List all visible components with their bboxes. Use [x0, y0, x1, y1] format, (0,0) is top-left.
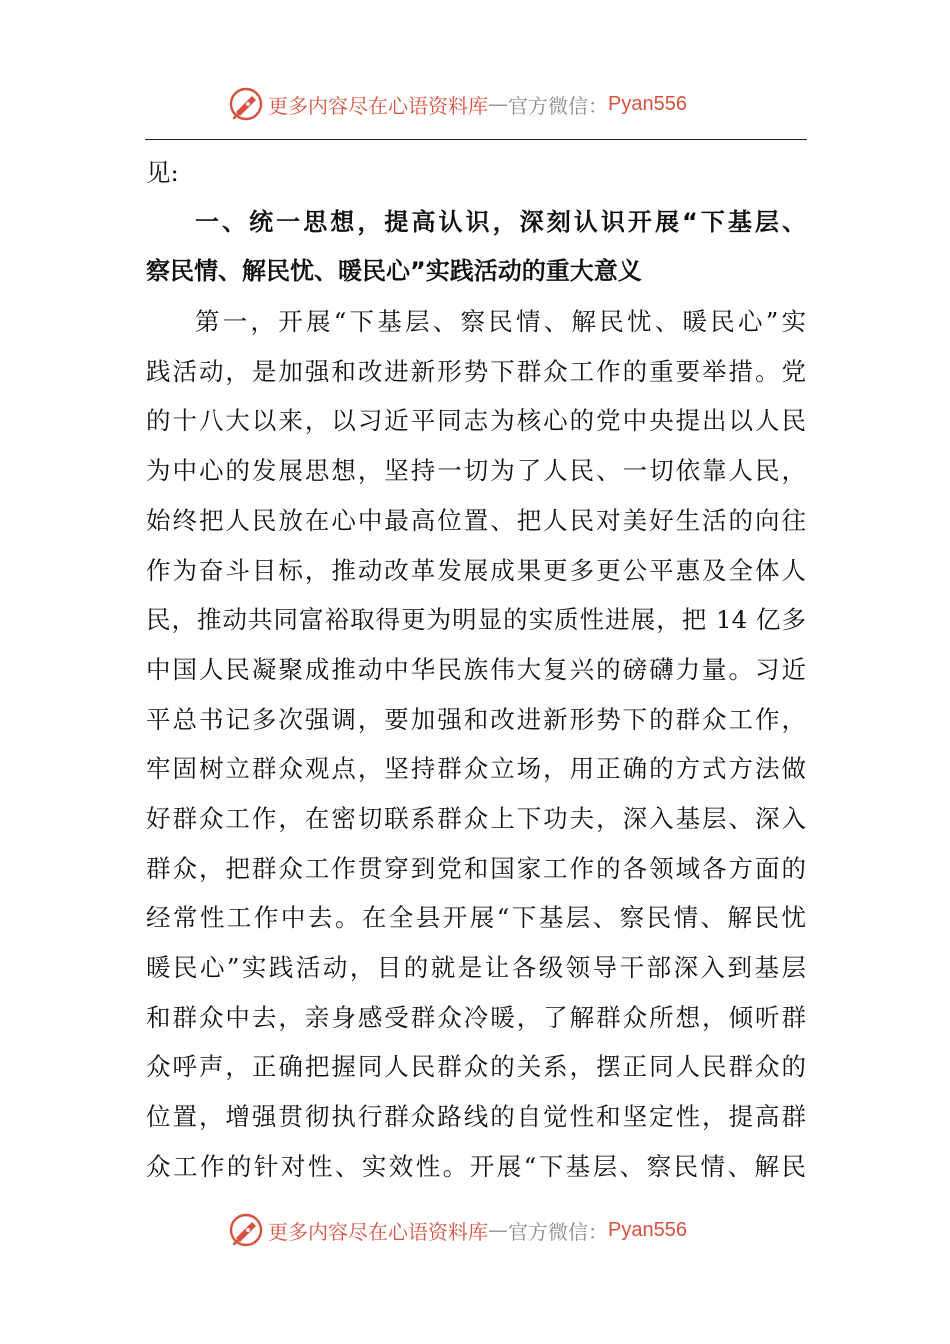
- paragraph-first-line: 第一，开展“下基层、察民情、解民忧、暖民心”实: [195, 307, 806, 337]
- watermark-text: 更多内容尽在心语资料库: [268, 1219, 488, 1244]
- footer-watermark: [228, 1210, 687, 1250]
- header-watermark: [228, 84, 687, 124]
- text-line: 众工作的针对性、实效性。开展“下基层、察民情、解民: [146, 1151, 806, 1181]
- text-line: 和群众中去，亲身感受群众冷暖，了解群众所想，倾听群: [146, 1002, 806, 1032]
- text-line: 始终把人民放在心中最高位置、把人民对美好生活的向往: [146, 505, 806, 535]
- text-line: 好群众工作，在密切联系群众上下功夫，深入基层、深入: [146, 803, 806, 833]
- watermark-dash: —: [488, 92, 508, 116]
- text-line: 群众，把群众工作贯穿到党和国家工作的各领域各方面的: [146, 853, 806, 883]
- section-heading-line: 察民情、解民忧、暖民心”实践活动的重大意义: [146, 257, 642, 286]
- text-line: 践活动，是加强和改进新形势下群众工作的重要举措。党: [146, 356, 806, 386]
- document-body: [146, 148, 806, 1191]
- text-line: 的十八大以来，以习近平同志为核心的党中央提出以人民: [146, 406, 806, 436]
- text-line: 暖民心”实践活动，目的就是让各级领导干部深入到基层: [146, 953, 806, 982]
- text-line: 作为奋斗目标，推动改革发展成果更多更公平惠及全体人: [146, 555, 806, 585]
- pen-nib-logo-icon: [228, 1212, 264, 1248]
- watermark-id: Pyan556: [608, 1218, 687, 1241]
- watermark-text: 更多内容尽在心语资料库: [268, 93, 488, 118]
- watermark-dash: —: [488, 1218, 508, 1242]
- pen-nib-logo-icon: [228, 86, 264, 122]
- text-line: 牢固树立群众观点，坚持群众立场，用正确的方式方法做: [146, 754, 806, 784]
- header-divider: [145, 139, 807, 140]
- text-line: 位置，增强贯彻执行群众路线的自觉性和坚定性，提高群: [146, 1102, 806, 1132]
- text-line: 经常性工作中去。在全县开展“下基层、察民情、解民忧: [146, 903, 806, 933]
- text-line: 众呼声，正确把握同人民群众的关系，摆正同人民群众的: [146, 1052, 806, 1082]
- watermark-id: Pyan556: [608, 92, 687, 115]
- text-line: 民，推动共同富裕取得更为明显的实质性进展，把 14 亿多: [146, 605, 806, 635]
- text-line: 见:: [146, 158, 179, 187]
- text-line: 平总书记多次强调，要加强和改进新形势下的群众工作，: [146, 704, 806, 734]
- text-line: 中国人民凝聚成推动中华民族伟大复兴的磅礴力量。习近: [146, 654, 806, 684]
- watermark-label: 官方微信：: [508, 93, 608, 118]
- text-line: 为中心的发展思想，坚持一切为了人民、一切依靠人民，: [146, 456, 806, 486]
- section-heading-line: 一、统一思想，提高认识，深刻认识开展“下基层、: [195, 207, 806, 236]
- watermark-label: 官方微信：: [508, 1219, 608, 1244]
